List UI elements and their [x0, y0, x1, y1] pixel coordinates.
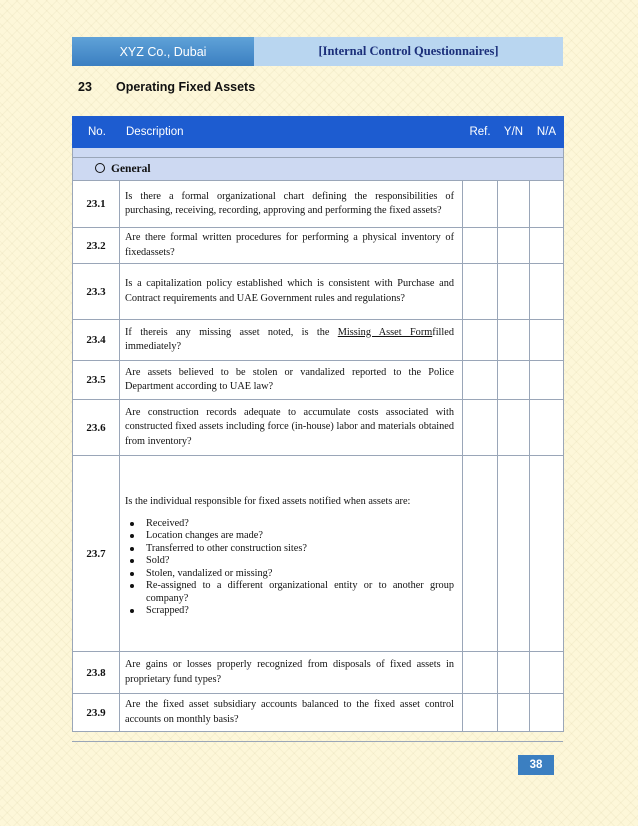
yn-cell[interactable] — [498, 264, 530, 320]
bullet-icon — [130, 572, 134, 576]
circle-bullet-icon — [95, 163, 105, 173]
bullet-icon — [130, 522, 134, 526]
yn-cell[interactable] — [498, 694, 530, 732]
table-row — [73, 320, 564, 361]
table-row — [73, 652, 564, 694]
group-row — [73, 158, 564, 181]
na-cell[interactable] — [530, 361, 564, 400]
table-row — [73, 361, 564, 400]
table-row — [73, 264, 564, 320]
question-text: Are there formal written procedures for performing a physical inventory of fixedassets? — [120, 228, 463, 264]
table-header-row — [73, 117, 564, 148]
bullet-icon — [130, 534, 134, 538]
bullet-icon — [130, 559, 134, 563]
question-text: Are construction records adequate to accumulate costs associated with constructed fixed assets including force (in-house) labor and materials obtained from inventory? — [120, 400, 463, 456]
question-number: 23.8 — [73, 652, 120, 694]
list-item: Location changes are made? — [125, 530, 454, 543]
question-text-before: If thereis any missing asset noted, is the — [125, 326, 338, 338]
question-number: 23.1 — [73, 181, 120, 228]
question-number: 23.3 — [73, 264, 120, 320]
column-header-description: Description — [120, 117, 463, 148]
yn-cell[interactable] — [498, 361, 530, 400]
question-text: Is the individual responsible for fixed assets notified when assets are: — [125, 496, 411, 508]
yn-cell[interactable] — [498, 652, 530, 694]
question-number: 23.9 — [73, 694, 120, 732]
list-item: Stolen, vandalized or missing? — [125, 568, 454, 581]
yn-cell[interactable] — [498, 320, 530, 361]
table-row — [73, 181, 564, 228]
questionnaire-table — [72, 116, 564, 732]
list-item: Scrapped? — [125, 605, 454, 618]
list-item: Re-assigned to a different organizational entity or to another group company? — [125, 580, 454, 605]
na-cell[interactable] — [530, 320, 564, 361]
table-row — [73, 228, 564, 264]
question-text: Are gains or losses properly recognized from disposals of fixed assets in proprietary fund types? — [120, 652, 463, 694]
table-row — [73, 400, 564, 456]
list-item: Received? — [125, 518, 454, 531]
bullet-icon — [130, 609, 134, 613]
bullet-icon — [130, 547, 134, 551]
na-cell[interactable] — [530, 181, 564, 228]
footer-divider — [72, 741, 563, 742]
bullet-list — [125, 518, 454, 618]
column-header-no: No. — [73, 117, 120, 148]
ref-cell[interactable] — [463, 361, 498, 400]
question-text-block — [120, 456, 463, 652]
company-name: XYZ Co., Dubai — [72, 37, 254, 66]
question-text-after: filled immediately? — [125, 326, 454, 352]
column-header-yn: Y/N — [498, 117, 530, 148]
na-cell[interactable] — [530, 228, 564, 264]
column-header-ref: Ref. — [463, 117, 498, 148]
question-number: 23.5 — [73, 361, 120, 400]
section-title: Operating Fixed Assets — [116, 80, 256, 94]
na-cell[interactable] — [530, 652, 564, 694]
column-header-na: N/A — [530, 117, 564, 148]
na-cell[interactable] — [530, 400, 564, 456]
ref-cell[interactable] — [463, 264, 498, 320]
na-cell[interactable] — [530, 456, 564, 652]
yn-cell[interactable] — [498, 456, 530, 652]
section-heading — [78, 80, 255, 94]
ref-cell[interactable] — [463, 181, 498, 228]
yn-cell[interactable] — [498, 228, 530, 264]
question-text: Are the fixed asset subsidiary accounts balanced to the fixed asset control accounts on monthly basis? — [120, 694, 463, 732]
ref-cell[interactable] — [463, 400, 498, 456]
question-number: 23.6 — [73, 400, 120, 456]
ref-cell[interactable] — [463, 694, 498, 732]
ref-cell[interactable] — [463, 456, 498, 652]
question-text — [120, 320, 463, 361]
yn-cell[interactable] — [498, 400, 530, 456]
question-text: Is a capitalization policy established which is consistent with Purchase and Contract requirements and UAE Government rules and regulations? — [120, 264, 463, 320]
ref-cell[interactable] — [463, 320, 498, 361]
table-row — [73, 694, 564, 732]
question-number: 23.2 — [73, 228, 120, 264]
list-item: Transferred to other construction sites? — [125, 543, 454, 556]
section-number: 23 — [78, 80, 92, 94]
na-cell[interactable] — [530, 694, 564, 732]
list-item: Sold? — [125, 555, 454, 568]
header-banner — [72, 37, 563, 66]
yn-cell[interactable] — [498, 181, 530, 228]
group-label: General — [111, 163, 151, 175]
question-text: Are assets believed to be stolen or vandalized reported to the Police Department according to UAE law? — [120, 361, 463, 400]
missing-asset-form-link[interactable]: Missing Asset Form — [337, 326, 433, 338]
spacer-row — [73, 148, 564, 158]
na-cell[interactable] — [530, 264, 564, 320]
ref-cell[interactable] — [463, 228, 498, 264]
ref-cell[interactable] — [463, 652, 498, 694]
table-row — [73, 456, 564, 652]
document-title: [Internal Control Questionnaires] — [254, 37, 563, 66]
bullet-icon — [130, 584, 134, 588]
question-text: Is there a formal organizational chart defining the responsibilities of purchasing, receiving, recording, approving and performing the fixed assets? — [120, 181, 463, 228]
question-number: 23.7 — [73, 456, 120, 652]
question-number: 23.4 — [73, 320, 120, 361]
page-number: 38 — [518, 755, 554, 775]
